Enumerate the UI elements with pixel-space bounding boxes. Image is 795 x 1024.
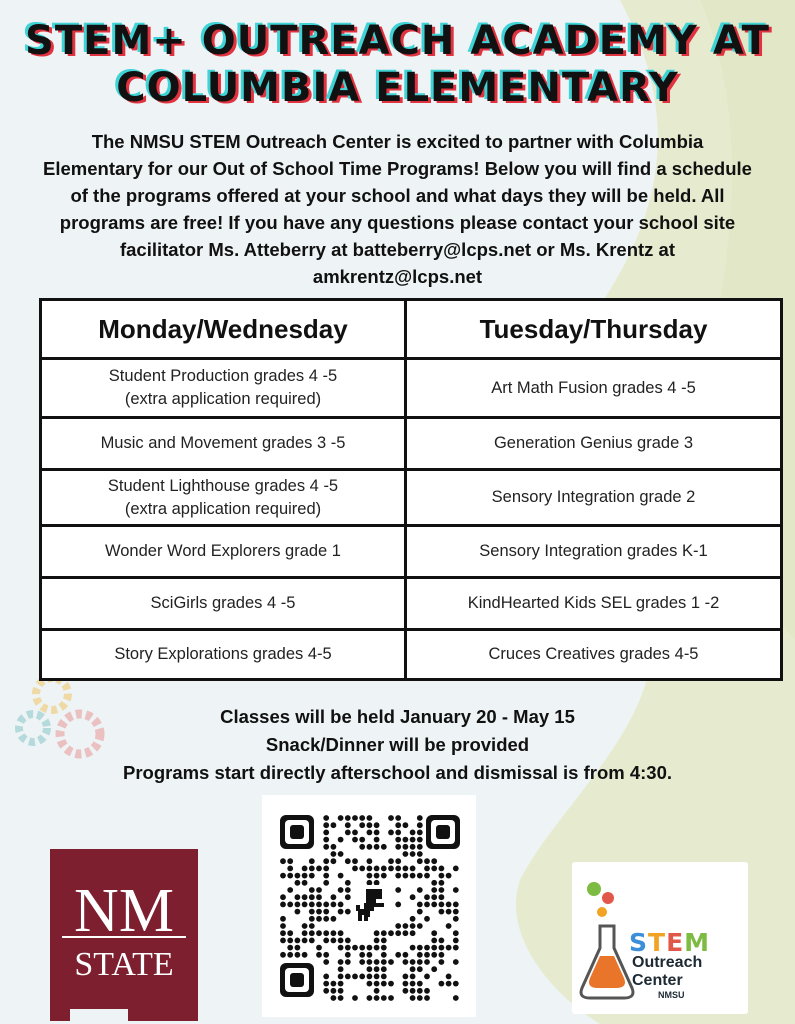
table-row	[41, 470, 782, 526]
header-monday-wednesday: Monday/Wednesday	[41, 300, 406, 359]
stem-letter: T	[648, 928, 667, 957]
page-title	[0, 18, 795, 112]
program-cell: Sensory Integration grades K-1	[406, 526, 782, 578]
title-line-1: STEM+ OUTREACH ACADEMY AT	[25, 18, 770, 64]
program-cell: Cruces Creatives grades 4-5	[406, 630, 782, 680]
table-row	[41, 578, 782, 630]
program-cell: Music and Movement grades 3 -5	[41, 418, 406, 470]
table-row	[41, 526, 782, 578]
stem-letter: S	[629, 928, 649, 957]
intro-paragraph	[30, 128, 765, 290]
stem-word	[629, 928, 710, 957]
intro-line: The NMSU STEM Outreach Center is excited to partner with Columbia	[91, 131, 704, 152]
qr-code[interactable]	[262, 795, 476, 1017]
schedule-header-row	[41, 300, 782, 359]
qr-finder-top-right	[426, 815, 460, 849]
qr-finder-top-left	[280, 815, 314, 849]
schedule-table	[39, 298, 783, 681]
table-row	[41, 630, 782, 680]
nm-logo-text: NM	[74, 877, 174, 945]
dates-line: Classes will be held January 20 - May 15	[220, 706, 575, 727]
program-cell: Story Explorations grades 4-5	[41, 630, 406, 680]
intro-line: of the programs offered at your school and what days they will be held. All	[70, 185, 725, 206]
program-cell: Wonder Word Explorers grade 1	[41, 526, 406, 578]
program-cell: Sensory Integration grade 2	[406, 470, 782, 526]
snack-line: Snack/Dinner will be provided	[265, 734, 530, 755]
title-line-2: COLUMBIA ELEMENTARY	[116, 65, 679, 111]
intro-line: Elementary for our Out of School Time Programs! Below you will find a schedule	[43, 158, 752, 179]
qr-finder-bottom-left	[280, 963, 314, 997]
program-cell: SciGirls grades 4 -5	[41, 578, 406, 630]
program-cell: Art Math Fusion grades 4 -5	[406, 359, 782, 418]
nm-state-logo	[50, 849, 198, 1021]
intro-line: amkrentz@lcps.net	[312, 266, 483, 287]
header-tuesday-thursday: Tuesday/Thursday	[406, 300, 782, 359]
program-cell: Student Lighthouse grades 4 -5 (extra application required)	[41, 470, 406, 526]
table-row	[41, 359, 782, 418]
times-line: Programs start directly afterschool and dismissal is from 4:30.	[122, 762, 673, 783]
program-info	[0, 703, 795, 787]
stem-outreach-text: Outreach Center	[632, 954, 703, 989]
qr-code-image	[262, 795, 476, 1017]
intro-line: facilitator Ms. Atteberry at batteberry@lcps.net or Ms. Krentz at	[119, 239, 675, 260]
program-cell: KindHearted Kids SEL grades 1 -2	[406, 578, 782, 630]
program-cell: Student Production grades 4 -5 (extra application required)	[41, 359, 406, 418]
program-cell: Generation Genius grade 3	[406, 418, 782, 470]
stem-letter: E	[666, 928, 685, 957]
stem-outreach-logo	[572, 862, 748, 1014]
dinosaur-icon	[352, 885, 390, 925]
intro-line: programs are free! If you have any questions please contact your school site	[59, 212, 736, 233]
stem-nmsu-text: NMSU	[658, 990, 685, 1000]
state-logo-text: STATE	[74, 946, 174, 983]
stem-letter: M	[684, 928, 711, 957]
table-row	[41, 418, 782, 470]
